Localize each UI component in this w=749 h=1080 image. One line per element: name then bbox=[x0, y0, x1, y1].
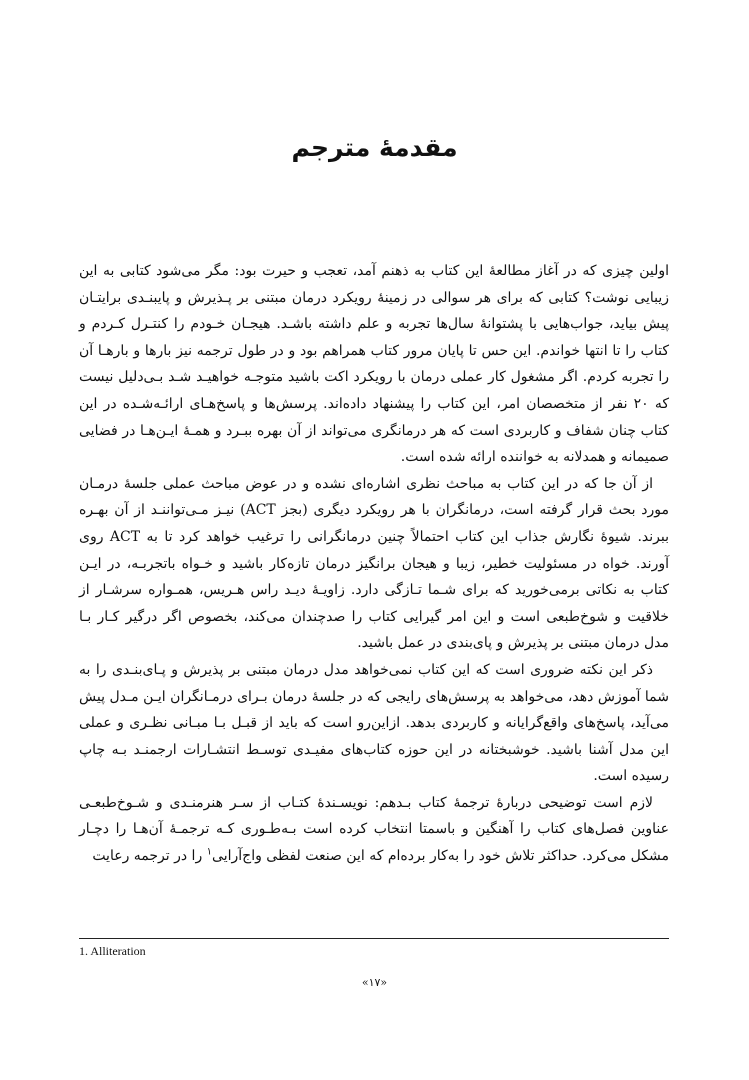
paragraph-2: از آن جا که در این کتاب به مباحث نظری اشاره‌ای نشده و در عوض مباحث عملی جلسهٔ درمـان مورد بحث قرار گرفته است، درمانگران با هر رویکرد دیگری (بجز ACT) نیـز مـی‌تواننـد از آن بهـره ببرند. شیوهٔ نگارش جذاب این کتاب احتمالاً چنین درمانگرانی را ترغیب خواهد کرد تا به ACT روی آورند. خواه در مسئولیت خطیر، زیبا و هیجان برانگیز درمان تازه‌کار باشید و خـواه باتجربـه، در ایـن کتاب به نکاتی برمی‌خورید که برای شـما تـازگی دارد. زاویـهٔ دیـد راس هـریس، همـواره سرشـار از خلاقیت و شوخ‌طبعی است و این امر گیرایی کتاب را صدچندان می‌کند، بخصوص اگر درگیر کـار بـا مدل درمان مبتنی بر پذیرش و پای‌بندی در عمل باشید. bbox=[79, 475, 669, 652]
paragraph-4 bbox=[79, 790, 669, 870]
paragraph-4-text: لازم است توضیحی دربارهٔ ترجمهٔ کتاب بـدهم: نویسـندهٔ کتـاب از سـر هنرمنـدی و شـوخ‌طبعـی عناوین فصل‌های کتاب را آهنگین و باسمتا انتخاب کرده است بـه‌طـوری کـه ترجمـهٔ آن‌هـا را دچـار مشکل می‌کرد. حداکثر تلاش خود را به‌کار برده‌ام که این صنعت لفظی واج‌آرایی bbox=[79, 794, 669, 865]
footnote-divider bbox=[79, 938, 669, 939]
paragraph-4-tail: را در ترجمه رعایت bbox=[92, 848, 207, 865]
paragraph-3: ذکر این نکته ضروری است که این کتاب نمی‌خواهد مدل درمان مبتنی بر پذیرش و پـای‌بنـدی را به شما آموزش دهد، می‌خواهد به پرسش‌های رایجی که در جلسهٔ درمان بـرای درمـانگران ایـن مـدل پیش می‌آید، پاسخ‌های واقع‌گرایانه و کاربردی بدهد. ازاین‌رو است که باید از قبـل بـا مبـانی نظـری و عملی این مدل آشنا باشید. خوشبختانه در این حوزه کتاب‌های مفیـدی توسـط انتشـارات ارجمنـد بـه چاپ رسیده است. bbox=[79, 661, 669, 785]
page-number: «۱۷» bbox=[361, 976, 388, 989]
paragraph-1: اولین چیزی که در آغاز مطالعهٔ این کتاب به ذهنم آمد، تعجب و حیرت بود: مگر می‌شود کتابی به این زیبایی نوشت؟ کتابی که برای هر سوالی در زمینهٔ رویکرد درمان مبتنی بر پـذیرش و پایبنـدی برایتـان پیش بیاید، جواب‌هایی با پشتوانهٔ سال‌ها تجربه و علم داشته باشـد. هیجـان خـودم را کنتـرل کـردم و کتاب را تا انتها خواندم. این حس تا پایان مرور کتاب همراهم بود و در طول ترجمه نیز بارها و بارهـا آن را تجربه کردم. اگر مشغول کار عملی درمان با رویکرد اکت باشید متوجـه خواهیـد شـد بـی‌دلیل نیست که ۲۰ نفر از متخصصان امر، این کتاب را پیشنهاد داده‌اند. پرسش‌ها و پاسخ‌هـای ارائـه‌شـده در این کتاب چنان شفاف و کاربردی است که هر درمانگری می‌تواند از آن بهره ببـرد و همـهٔ ایـن‌هـا در فضایی صمیمانه و همدلانه به خواننده ارائه شده است. bbox=[79, 263, 669, 466]
footnote: 1. Alliteration bbox=[79, 944, 146, 958]
body-text bbox=[79, 258, 669, 870]
page-title: مقدمهٔ مترجم bbox=[291, 133, 458, 162]
footnote-marker: ۱ bbox=[206, 846, 213, 858]
